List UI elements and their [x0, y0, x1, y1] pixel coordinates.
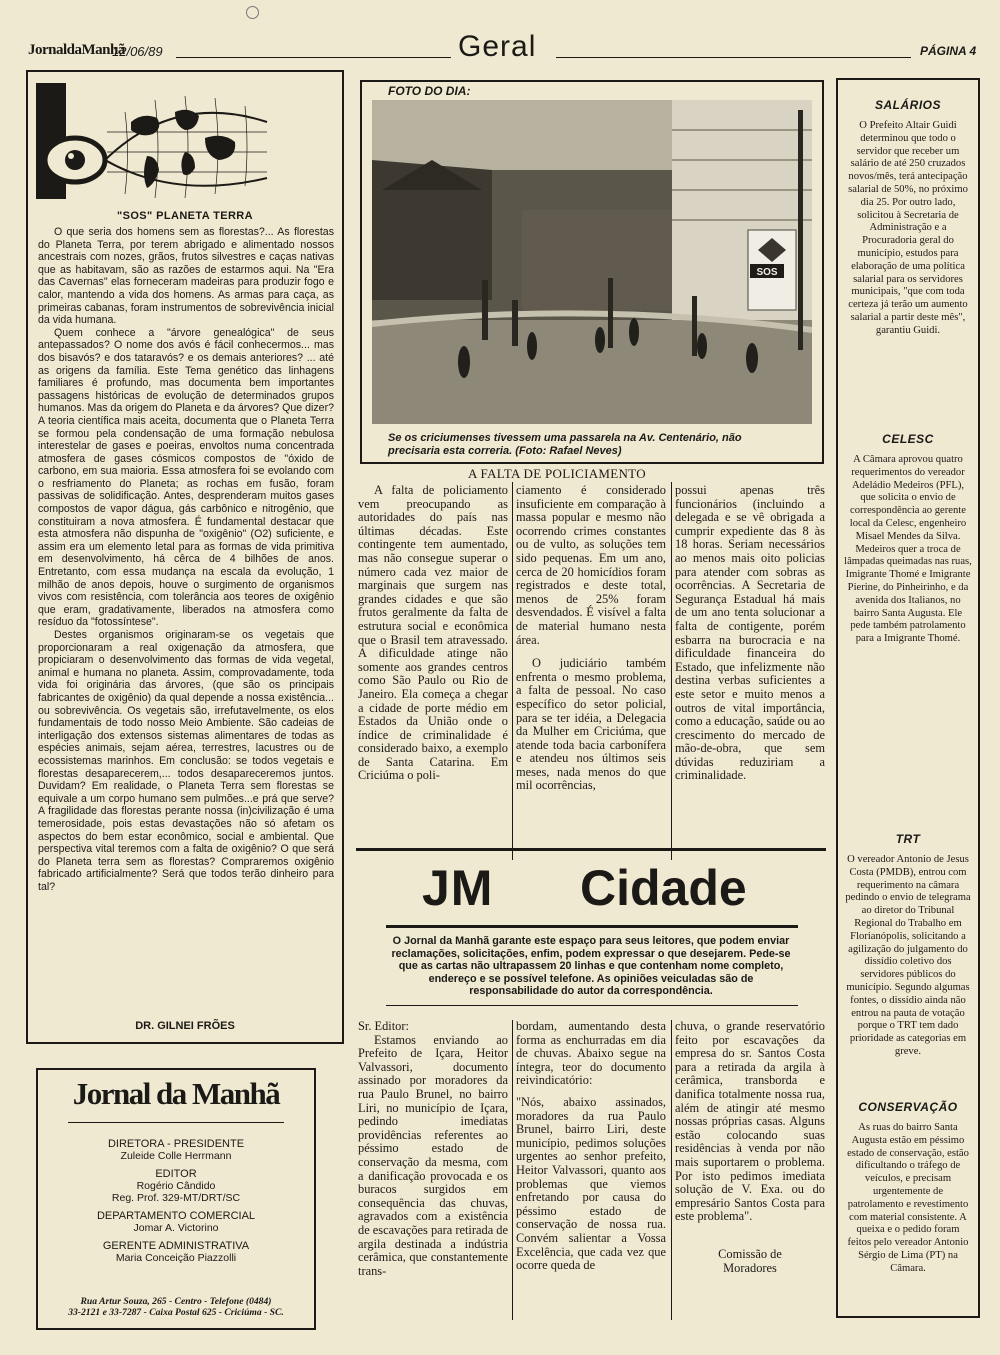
role-name: Jomar A. Victorino — [133, 1222, 219, 1234]
role-label: DIRETORA - PRESIDENTE — [107, 1138, 245, 1150]
header-brand: JornaldaManhã — [28, 42, 125, 58]
letter-col1 — [358, 1020, 508, 1278]
sos-title: "SOS" PLANETA TERRA — [117, 210, 253, 222]
photo-caption — [388, 432, 808, 458]
trt-title: TRT — [895, 832, 921, 846]
cidade-rule-thick — [386, 925, 798, 928]
header-page: PÁGINA 4 — [920, 44, 977, 58]
cidade-title-right: Cidade — [580, 860, 747, 916]
masthead-role — [38, 1240, 314, 1264]
masthead-role — [38, 1168, 314, 1204]
sidebar-box — [836, 78, 980, 1318]
caption-line: Se os criciumenses tivessem uma passarela na Av. Centenário, não — [388, 432, 742, 444]
sos-body — [38, 226, 334, 893]
masthead-address — [38, 1296, 314, 1318]
letter-col3 — [675, 1020, 825, 1275]
masthead-role — [38, 1138, 314, 1162]
masthead-logo: Jornal da Manhã — [72, 1076, 280, 1111]
role-name: Reg. Prof. 329-MT/DRT/SC — [111, 1192, 241, 1204]
policiamento-text: O judiciário também enfrenta o mesmo problema, a falta de pessoal. No caso específico do setor policial, para se ter idéia, a Delegacia da Mulher em Criciúma, que atende toda bacia carbonífera e atendeu nos últimos seis meses, nada menos do que mil ocorrências, — [516, 656, 666, 793]
masthead-role — [38, 1210, 314, 1234]
letter-text: chuva, o grande reservatório feito por escavações da empresa do sr. Santos Costa para a retirada da argila à cerâmica, transborda e danifica totalmente nossa rua, além de atingir até mesmo nossas próprias casas. Alguns estão colocando suas residências à venda por não mais suportarem o problema. Por isto pedimos imediata solução de V. Exa. ou do empresário Santos Costa para este problema". — [675, 1019, 825, 1224]
masthead-rule — [68, 1122, 284, 1123]
letter-text: "Nós, abaixo assinados, moradores da rua Paulo Brunel, bairro Liri, deste município, pedimos soluções urgentes ao senhor prefeito, Heitor Valvassori, quanto aos problemas que viemos enfretando por causa do péssimo estado de conservação de nossa rua. Convém salientar a Vossa Excelência, que cada vez que ocorre queda de — [516, 1094, 666, 1273]
cidade-header — [356, 848, 826, 1011]
column-divider — [671, 1020, 672, 1320]
column-divider — [671, 482, 672, 860]
policiamento-text: A falta de policiamento vem preocupando as autoridades do país nas últimas décadas. Este contingente tem aumentado, mas não consegue superar o número cada vez maior de marginais que surgem nas grandes cidades e que são frutos geralmente da falta de estrutura social e econômica que o Brasil tem atravessado. A dificuldade atinge não somente aos grandes centros como São Paulo ou Rio de Janeiro. Ela começa a chegar a cidade de porte médio em Estados da União onde o índice de criminalidade é considerado baixo, a exemplo de Santa Catarina. Em Criciúma o poli- — [358, 483, 508, 783]
role-label: EDITOR — [155, 1168, 197, 1180]
role-label: DEPARTAMENTO COMERCIAL — [96, 1210, 256, 1222]
cidade-rule-bottom — [386, 1005, 798, 1006]
globe-logo — [35, 82, 273, 200]
policiamento-text: possui apenas três funcionários (incluindo a delegada e se vê obrigada a cumprir expediente das 8 às 18 horas. Seriam necessários ao menos mais oito policias para atender com sobras as ocorrências. A Secretaria de Segurança Estadual há mais de um ano tenta solucionar a falta de contigente, porém esbarra na burocracia e na dificuldade financeira do Estado, que infelizmente não destina verbas suficientes a este setor e muito menos a outros de vital importância, como a educação, saúde ou ao crescimento do mercado de mão-de-obra, que sem dúvidas reduziriam a criminalidade. — [675, 483, 825, 783]
photo-box — [360, 80, 824, 464]
policiamento-col1 — [358, 484, 508, 783]
sos-author: DR. GILNEI FRÕES — [135, 1020, 235, 1032]
celesc-title: CELESC — [882, 432, 934, 446]
role-name: Maria Conceição Piazzolli — [115, 1252, 237, 1264]
salarios-text: O Prefeito Altair Guidi determinou que todo o servidor que receber um salário de até 250 cruzados novos/mês, terá antecipação salarial de 50%, no próximo dia 25. Por outro lado, solicitou à Secretaria de Administração e a Procuradoria geral do município, estudos para elaboração de uma política salarial para os servidores municipais, "que com toda certeza já terão um aumento salarial a partir deste mês", garantiu Guidi. — [848, 120, 968, 336]
sos-paragraph: Quem conhece a "árvore genealógica" de seus antepassados? O nome dos avós é fácil conhecermos... mas dos bisavós? e dos tataravós? e os demais anteriores? ... até as origens da família. Este Tema genético das linhagens familiares é profundo, mas documenta bem importantes passagens históricas de evolução de determinados grupos humanos. Mas da origem do Planeta e da árvores? Que dizer? A teoria científica mais aceita, documenta que o Planeta Terra se formou pela condensação de uma formação nebulosa interestelar de gases e poeiras, envoltos numa concentrada atmosfera de gases cósmicos compostos de "óxido de carbono, em sua maioria. Essa atmosfera foi se evolando com o resfriamento do Planeta; as rochas em fusão, foram passivas de solidificação. Antes, desprenderam muitos gases compostos de vapor dágua, gás carbônico e nitrogênio, que constituiram a nova atmosfera. É fundamental destacar que esta atmosfera não dispunha de "oxigênio" (O2) suficiente, e assim era um elemento letal para as formas de vida primitiva em desenvolvimento, há cêrca de 4 bilhões de anos. Entretanto, com essa mudança na escala da evolução, 1 milhão de anos depois, houve o surgimento de organismos vivos com resistência, com tolerância aos teores de oxigênio que eram, gradativamente, liberados na atmosfera como resíduo da "fotossíntese". — [38, 326, 334, 629]
letter-text: Estamos enviando ao Prefeito de Içara, Heitor Valvassori, documento assinado por moradores da rua Paulo Brunel, no bairro Liri, no município de Içara, pedindo imediatas providências referentes ao péssimo estado de conservação da mesma, com a danificação provocada e os buracos surgidos em consequência das chuvas, agravados com a existência de escavações para retirada de argila destinada a indústria cerâmica, que constantemente trans- — [358, 1032, 508, 1278]
letter-text: bordam, aumentando desta forma as enchurradas em dia de chuvas. Abaixo segue na íntegra, teor do documento reivindicatório: — [516, 1019, 666, 1088]
conservacao-title: CONSERVAÇÃO — [858, 1100, 958, 1114]
column-divider — [512, 482, 513, 860]
policiamento-text: ciamento é considerado insuficiente em comparação à massa popular e mesmo não ocorrendo crimes constantes ou de vulto, as soluções tem sido pequenas. Em um ano, cerca de 20 homicídios foram registrados e deste total, menos de 25% foram desvendados. É visível a falta de material humano nesta área. — [516, 483, 666, 647]
punch-hole — [246, 6, 259, 19]
signature-line: Comissão de — [718, 1246, 782, 1261]
policiamento-col2 — [516, 484, 666, 793]
conservacao-text: As ruas do bairro Santa Augusta estão em péssimo estado de conservação, estão dificultando o tráfego de veículos, e precisam urgentemente de patrolamento e revestimento com material consistente. A queixa e o pedido foram feitos pelo vereador Antonio Sérgio de Lima (PT) na Câmara. — [847, 1122, 969, 1274]
cidade-notice: O Jornal da Manhã garante este espaço para seus leitores, que podem enviar reclamações, solicitações, enfim, podem expressar o que desejarem. Pede-se que as cartas não ultrapassem 20 linhas e que contenham nome completo, endereço e se possível telefone. As opiniões veiculadas são de responsabilidade do autor da correspondência. — [391, 935, 791, 998]
header-section: Geral — [458, 30, 537, 63]
signature-line: Moradores — [723, 1260, 777, 1275]
masthead — [36, 1068, 316, 1330]
photo-label: FOTO DO DIA: — [388, 84, 471, 98]
cidade-title-left: JM — [422, 860, 494, 916]
policiamento-title: A FALTA DE POLICIAMENTO — [468, 466, 646, 481]
sos-paragraph: Destes organismos originaram-se os vegetais que proporcionaram a real oxigenação da atmosfera, que propiciaram o desenvolvimento das formas de vida vegetal, animal e humana no planeta. Assim, comprovadamente, toda vida foi originária das árvores, (que são os principais fabricantes de oxigênio) da qual depende a nossa existência... ou sobrevivência. Os vegetais são, irrefutavelmente, os elos fundamentais de todo nosso Meio Ambiente. São cadeias de interligação dos extensos sistemas alimentares de todas as espécies animais, sejam aérea, terrestres, lacustres ou de ecossistemas marinhos. Em conclusão: se todos vegetais e florestas desaparecerem,... todos desapareceremos juntos. Duvidam? Em realidade, o Planeta Terra sem florestas se equivale a um corpo humano sem pulmões...e prá que serve? A fragilidade das florestas perante nossa (in)civilização é uma temerosidade, pois estas devastações não só afetam os aspectos do bem estar econômico, social e ambiental. Que perspectiva vital teremos com a falta de oxigênio? O que será do Planeta terra sem as florestas? Compraremos oxigênio fabricado artificialmente? Será que todos terão dinheiro para tal? — [38, 629, 334, 893]
salarios-title: SALÁRIOS — [874, 98, 941, 112]
photo-sign-text: SOS — [756, 267, 778, 278]
address-line: 33-2121 e 33-7287 - Caixa Postal 625 - Criciúma - SC. — [68, 1307, 284, 1318]
trt-text: O vereador Antonio de Jesus Costa (PMDB), entrou com requerimento na câmara pedindo o envio de telegrama ao diretor do Tribunal Regional do Trabalho em Florianópolis, solicitando a agilização do julgamento do dissídio coletivo dos servidores públicos do município. Segundo algumas fontes, o dissídio ainda não entrou na pauta de votação porque o TRT tem dado prioridade as categorias em greve. — [845, 854, 971, 1057]
caption-line: precisaria esta correria. (Foto: Rafael Neves) — [388, 445, 622, 457]
sos-paragraph: O que seria dos homens sem as florestas?... As florestas do Planeta Terra, por terem abrigado e alimentado nossos ancestrais com nozes, grãos, frutos silvestres e caças nativas que as habitavam, são as razões de estarmos aqui. Na "Era das Cavernas" elas forneceram madeiras para produzir fogo e calor, mantendo a vida dos homens. As armas para caça, as primeiras cabanas, foram instrumentos de sobrevivência inicial da vida humana. — [38, 226, 334, 327]
letter-salutation: Sr. Editor: — [358, 1019, 409, 1033]
header-rule-right — [556, 57, 911, 58]
sos-article — [26, 70, 344, 1044]
role-name: Zuleide Colle Herrmann — [120, 1150, 232, 1162]
address-line: Rua Artur Souza, 265 - Centro - Telefone (0484) — [80, 1296, 272, 1307]
header-date: 12/06/89 — [112, 44, 163, 59]
masthead-roles — [38, 1138, 314, 1264]
policiamento-col3 — [675, 484, 825, 783]
header-rule-left — [176, 57, 451, 58]
role-label: GERENTE ADMINISTRATIVA — [102, 1240, 250, 1252]
celesc-text: A Câmara aprovou quatro requerimentos do vereador Adeládio Medeiros (PFL), que solicita o envio de correspondência ao gerente local da Celesc, engenheiro Misael Mendes da Silva. Medeiros quer a troca de lâmpadas queimadas nas ruas, Imigrante Thomé e Imigrante Pierine, do Pinheirinho, e da avenida dos Italianos, no bairro Santa Augusta. Ele pede também patrolamento para a Imigrante Thomé. — [844, 454, 972, 645]
photo-image — [372, 100, 812, 424]
column-divider — [512, 1020, 513, 1320]
letter-col2 — [516, 1020, 666, 1273]
letter-signature — [675, 1248, 825, 1275]
role-name: Rogério Cândido — [136, 1180, 216, 1192]
